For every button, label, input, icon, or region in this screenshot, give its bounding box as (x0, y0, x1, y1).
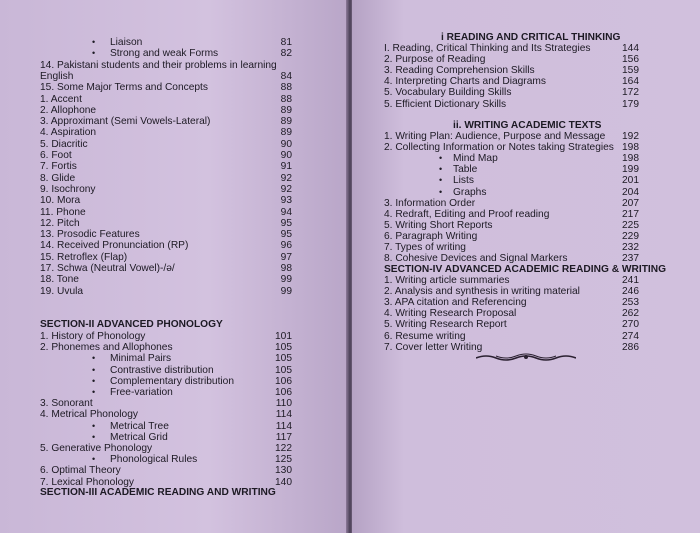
toc-entry-title: 6. Paragraph Writing (384, 230, 478, 242)
toc-entry-title: 5. Generative Phonology (40, 443, 153, 454)
toc-entry-title: 14. Received Pronunciation (RP) (40, 240, 189, 252)
toc-entry-title: 7. Fortis (40, 161, 77, 173)
bullet-icon: • (92, 454, 96, 465)
toc-entry-page: 225 (622, 219, 639, 231)
toc-entry-title: Metrical Grid (110, 431, 168, 443)
bullet-icon: • (92, 387, 96, 397)
toc-entry-title: 3. Reading Comprehension Skills (384, 65, 535, 77)
ornament-divider-icon (476, 352, 576, 362)
bullet-icon: • (92, 375, 96, 386)
toc-entry-title: 5. Efficient Dictionary Skills (384, 98, 507, 110)
toc-entry-page: 164 (622, 76, 639, 88)
bullet-icon: • (92, 431, 96, 442)
toc-entry-page: 90 (280, 138, 292, 150)
section-iv-heading: SECTION-IV ADVANCED ACADEMIC READING & WRITING (384, 264, 667, 275)
toc-entry-page: 229 (622, 230, 639, 242)
toc-entry-title: 8. Glide (40, 172, 76, 184)
toc-entry-title: 15. Some Major Terms and Concepts (40, 82, 208, 94)
toc-entry-page: 82 (280, 48, 292, 60)
toc-entry-title: 3. Information Order (384, 197, 476, 209)
toc-entry-title: 12. Pitch (40, 217, 80, 229)
toc-entry-title: 11. Phone (40, 206, 86, 218)
toc-entry-page: 217 (622, 208, 639, 220)
toc-entry-page: 274 (622, 330, 639, 342)
toc-entry-page: 105 (275, 364, 292, 376)
toc-entry-page: 94 (280, 206, 292, 218)
toc-entry-title: 3. APA citation and Referencing (384, 297, 527, 309)
toc-entry-page: 198 (622, 142, 639, 154)
toc-entry-title: Complementary distribution (110, 375, 235, 387)
toc-entry-page: 172 (622, 87, 639, 99)
toc-entry-page: 93 (280, 195, 292, 207)
toc-entry-title: Table (453, 164, 478, 176)
toc-entry-title: 2. Phonemes and Allophones (40, 342, 173, 354)
bullet-icon: • (92, 364, 96, 375)
toc-entry-page: 92 (280, 183, 292, 195)
bullet-icon: • (92, 353, 96, 364)
bullet-icon: • (439, 153, 443, 164)
toc-entry-page: 84 (280, 70, 292, 82)
toc-entry-title: English (40, 70, 74, 82)
toc-entry-page: 179 (622, 98, 639, 110)
toc-entry-title: 8. Cohesive Devices and Signal Markers (384, 253, 568, 265)
toc-entry-title: 7. Cover letter Writing (384, 341, 483, 353)
toc-entry-title: Free-variation (110, 387, 173, 398)
section-ii-heading: SECTION-II ADVANCED PHONOLOGY (40, 319, 223, 330)
toc-entry-title: 2. Allophone (40, 104, 97, 116)
toc-entry-title: 3. Sonorant (40, 398, 93, 410)
toc-entry-page: 99 (280, 285, 292, 297)
toc-entry-title: Mind Map (453, 153, 498, 165)
bullet-icon: • (439, 164, 443, 175)
toc-entry-page: 90 (280, 150, 292, 161)
toc-entry-title: Contrastive distribution (110, 364, 214, 376)
toc-entry-page: 144 (622, 43, 639, 54)
toc-entry-page: 92 (280, 172, 292, 184)
toc-entry-title: 17. Schwa (Neutral Vowel)-/ə/ (40, 263, 175, 274)
toc-entry-page: 201 (622, 175, 639, 187)
toc-entry-title: 5. Diacritic (40, 138, 88, 150)
toc-entry-title: 5. Vocabulary Building Skills (384, 87, 512, 99)
toc-entry-page: 98 (280, 263, 292, 274)
toc-entry-page: 105 (275, 342, 292, 354)
toc-entry-page: 207 (622, 197, 639, 209)
toc-entry-page: 232 (622, 242, 639, 253)
toc-entry-title: 4. Interpreting Charts and Diagrams (384, 76, 546, 88)
toc-entry-title: 19. Uvula (40, 285, 84, 297)
toc-entry-page: 130 (275, 465, 292, 477)
toc-entry-page: 88 (280, 93, 292, 105)
toc-entry-page: 253 (622, 297, 639, 309)
bullet-icon: • (92, 37, 96, 47)
toc-entry-page: 241 (622, 275, 639, 286)
toc-entry-title: 9. Isochrony (40, 183, 96, 195)
toc-entry-page: 105 (275, 353, 292, 365)
left-page (0, 0, 348, 533)
toc-entry-page: 192 (622, 131, 639, 142)
toc-entry-page: 95 (280, 229, 292, 241)
toc-entry-title: Phonological Rules (110, 454, 198, 466)
toc-entry-page: 106 (275, 387, 292, 398)
toc-entry-title: 6. Resume writing (384, 330, 466, 342)
toc-entry-page: 95 (280, 217, 292, 229)
toc-entry-page: 89 (280, 116, 292, 128)
toc-entry-title: 2. Collecting Information or Notes taking Strategies (384, 142, 614, 154)
toc-entry-title: Minimal Pairs (110, 353, 172, 365)
toc-entry-title: 10. Mora (40, 195, 81, 207)
toc-entry-page: 89 (280, 127, 292, 139)
toc-entry-title: 14. Pakistani students and their problems in learning (40, 59, 277, 71)
toc-entry-title: 2. Purpose of Reading (384, 54, 486, 66)
toc-entry-page: 81 (280, 37, 292, 48)
toc-entry-page: 88 (280, 82, 292, 94)
toc-entry-page: 125 (275, 454, 292, 466)
toc-entry-title: 7. Types of writing (384, 242, 466, 253)
toc-entry-page: 101 (275, 331, 292, 342)
bullet-icon: • (439, 186, 443, 197)
toc-entry-page: 286 (622, 341, 639, 353)
toc-entry-title: 1. Writing Plan: Audience, Purpose and Message (384, 131, 606, 142)
toc-entry-title: 4. Aspiration (40, 127, 97, 139)
toc-entry-title: Lists (453, 175, 474, 187)
toc-entry-title: 18. Tone (40, 274, 79, 286)
toc-entry-title: Strong and weak Forms (110, 48, 219, 60)
toc-entry-title: 3. Approximant (Semi Vowels-Lateral) (40, 116, 211, 128)
toc-entry-page: 237 (622, 253, 639, 265)
bullet-icon: • (92, 48, 96, 59)
toc-entry-page: 246 (622, 286, 639, 298)
toc-entry-title: 7. Lexical Phonology (40, 476, 135, 488)
toc-entry-title: 6. Foot (40, 150, 72, 161)
toc-entry-page: 122 (275, 443, 292, 454)
toc-entry-title: 4. Redraft, Editing and Proof reading (384, 208, 550, 220)
toc-entry-page: 110 (275, 398, 292, 410)
toc-entry-page: 99 (280, 274, 292, 286)
toc-entry-page: 140 (275, 476, 292, 488)
toc-entry-title: 1. History of Phonology (40, 331, 146, 342)
toc-entry-page: 91 (280, 161, 292, 173)
toc-entry-page: 106 (275, 375, 292, 387)
section-iii-heading: SECTION-III ACADEMIC READING AND WRITING (40, 487, 276, 498)
toc-entry-page: 89 (280, 104, 292, 116)
toc-entry-title: I. Reading, Critical Thinking and Its Strategies (384, 43, 591, 54)
bullet-icon: • (92, 420, 96, 431)
toc-entry-title: 1. Accent (40, 93, 82, 105)
toc-entry-title: 15. Retroflex (Flap) (40, 251, 128, 263)
toc-entry-title: Metrical Tree (110, 420, 169, 432)
toc-entry-title: 5. Writing Short Reports (384, 219, 493, 231)
toc-entry-title: 6. Optimal Theory (40, 465, 121, 477)
toc-entry-page: 270 (622, 319, 639, 331)
toc-entry-page: 96 (280, 240, 292, 252)
toc-entry-page: 159 (622, 65, 639, 77)
bullet-icon: • (439, 175, 443, 186)
toc-entry-title: 1. Writing article summaries (384, 275, 510, 286)
toc-entry-page: 117 (275, 431, 292, 443)
toc-entry-title: 4. Writing Research Proposal (384, 308, 517, 320)
toc-entry-title: 13. Prosodic Features (40, 229, 140, 241)
toc-entry-page: 198 (622, 153, 639, 165)
toc-entry-title: Graphs (453, 186, 487, 198)
part-ii-heading: ii. WRITING ACADEMIC TEXTS (453, 120, 602, 131)
toc-entry-title: Liaison (110, 37, 143, 48)
toc-entry-title: 5. Writing Research Report (384, 319, 507, 331)
toc-entry-page: 204 (622, 186, 639, 198)
toc-entry-page: 114 (275, 420, 292, 432)
toc-entry-page: 156 (622, 54, 639, 66)
toc-entry-title: 4. Metrical Phonology (40, 409, 138, 421)
toc-entry-page: 199 (622, 164, 639, 176)
toc-entry-page: 114 (275, 409, 292, 421)
right-page (352, 0, 700, 533)
toc-entry-page: 262 (622, 308, 639, 320)
part-i-heading: i READING AND CRITICAL THINKING (441, 32, 621, 43)
toc-entry-page: 97 (280, 251, 292, 263)
toc-entry-title: 2. Analysis and synthesis in writing material (384, 286, 580, 298)
